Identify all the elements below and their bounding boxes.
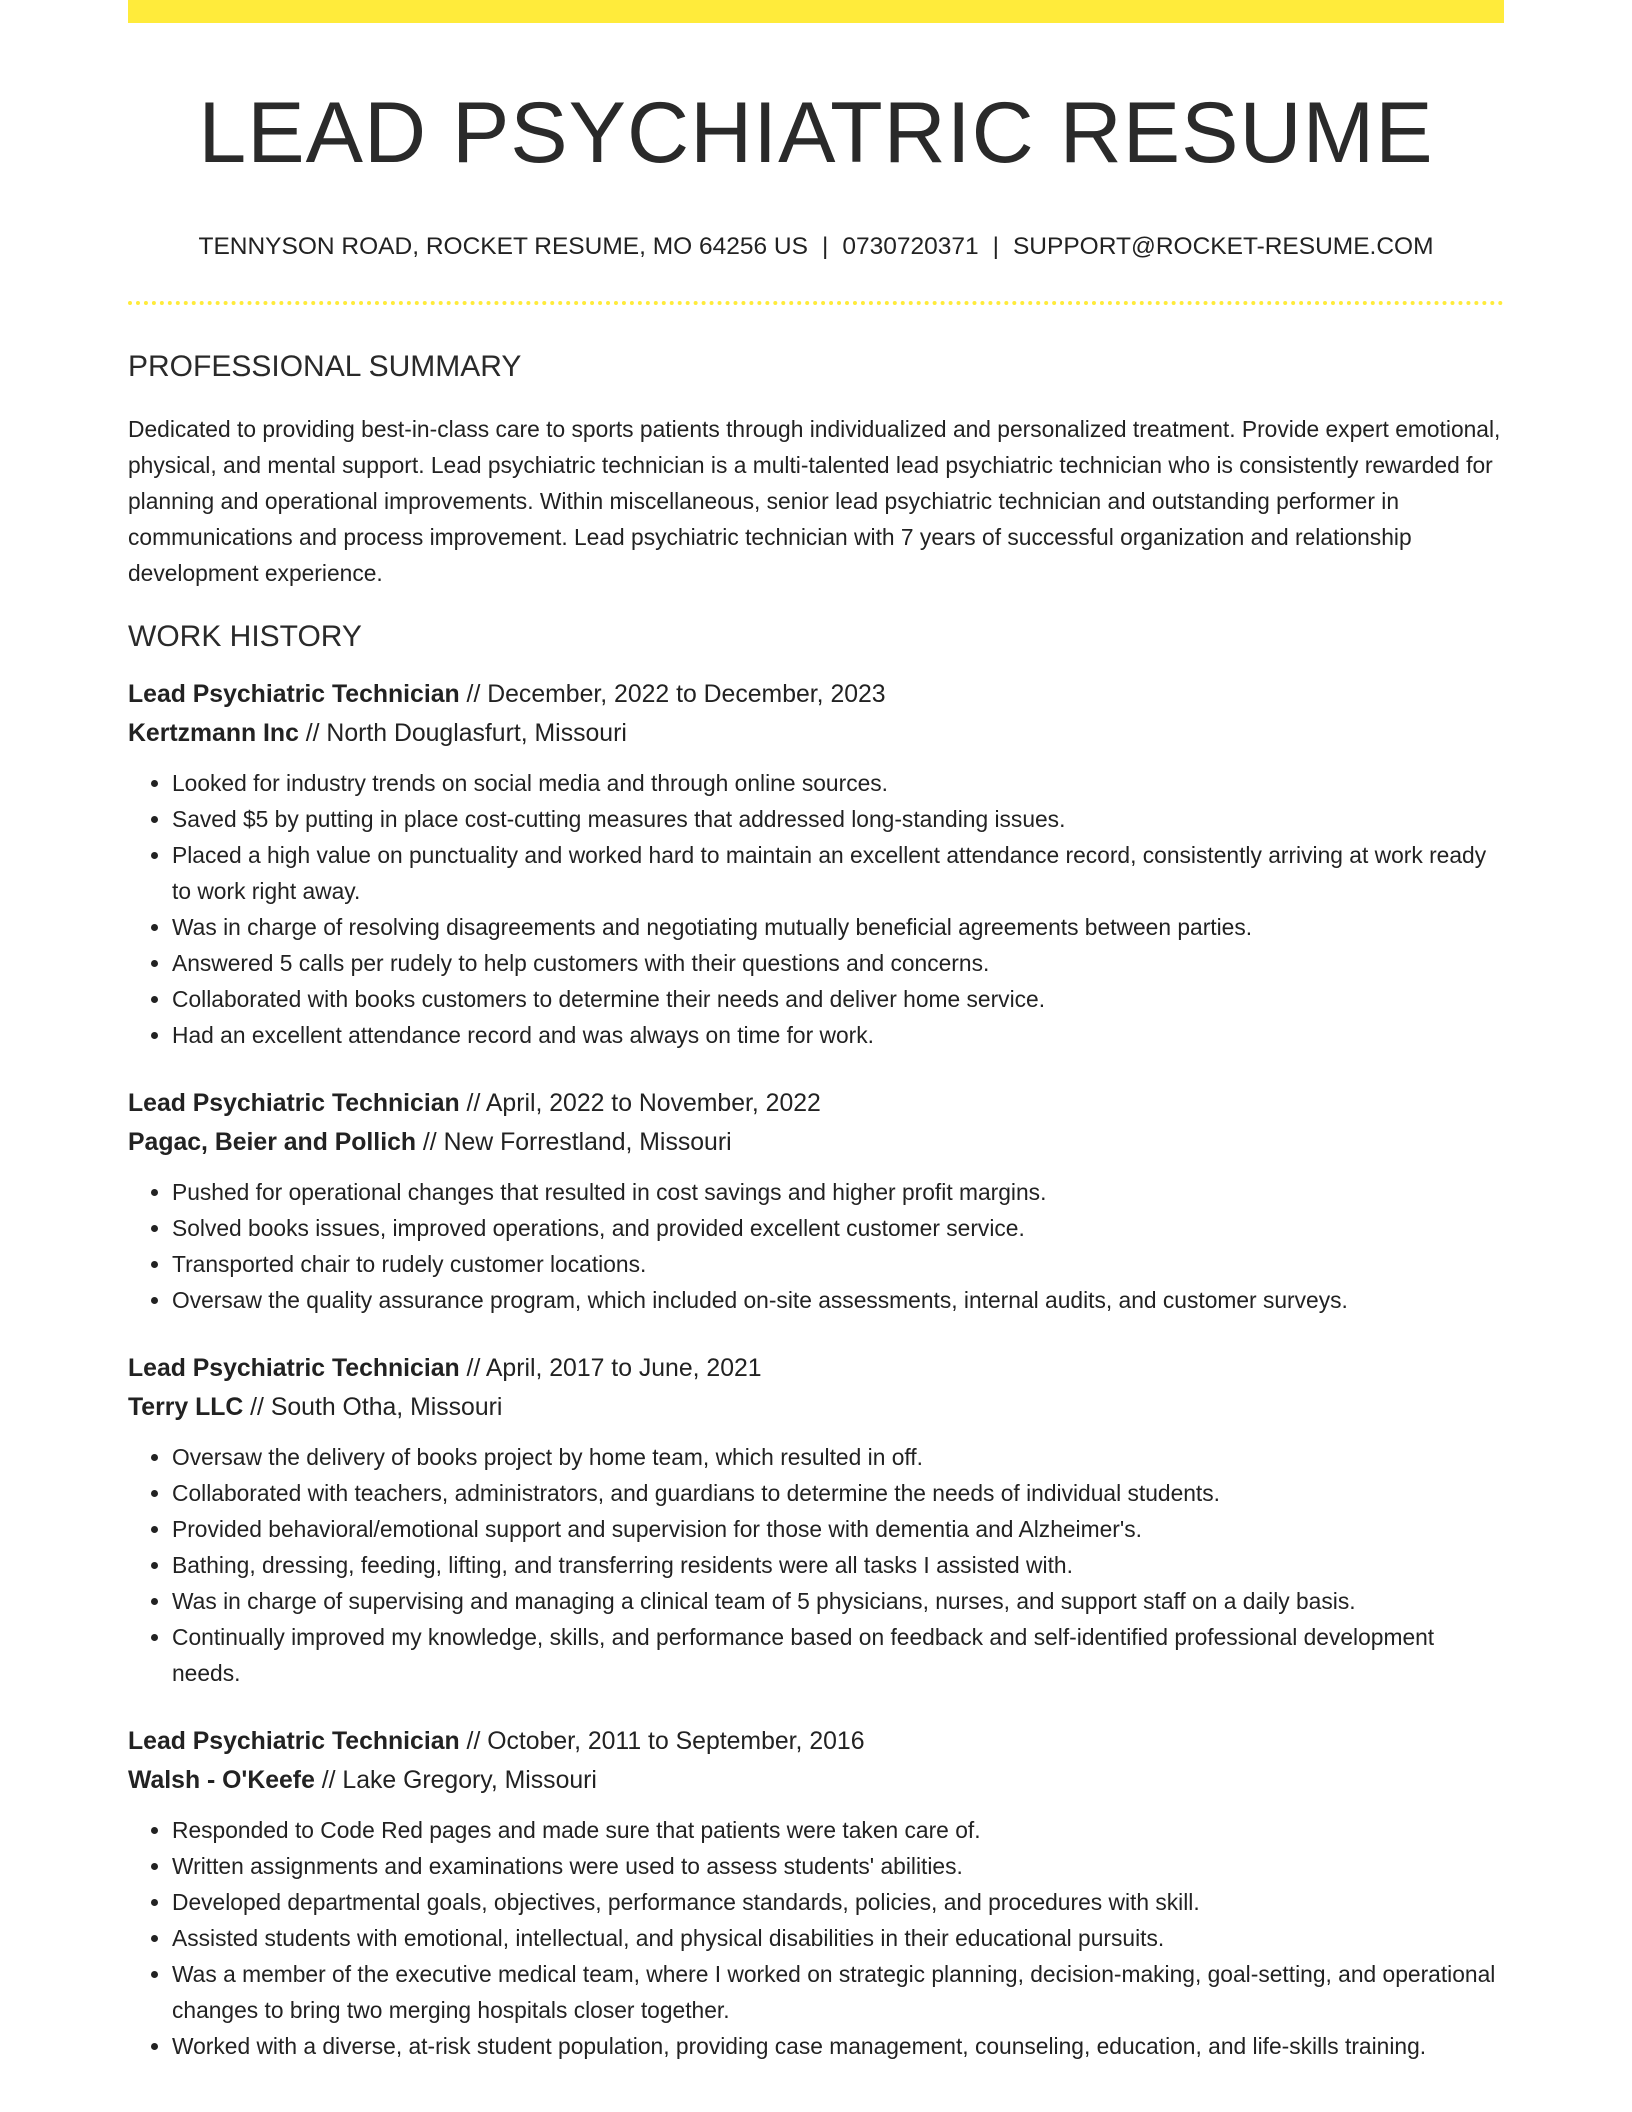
accent-top-bar bbox=[128, 0, 1504, 23]
duty-item: • Was in charge of resolving disagreements and negotiating mutually beneficial agreements between parties. bbox=[172, 909, 1504, 945]
job-company-line bbox=[128, 714, 1504, 753]
job-location: // Lake Gregory, Missouri bbox=[314, 1767, 597, 1794]
job-entry bbox=[128, 1349, 1504, 1691]
duty-item: • Worked with a diverse, at-risk student population, providing case management, counseling, education, and life-skills training. bbox=[172, 2028, 1504, 2064]
job-title-line bbox=[128, 1722, 1504, 1761]
duty-item: • Placed a high value on punctuality and worked hard to maintain an excellent attendance record, consistently arriving at work ready to work right away. bbox=[172, 837, 1504, 909]
job-entry bbox=[128, 1084, 1504, 1318]
summary-text: Dedicated to providing best-in-class care to sports patients through individualized and personalized treatment. Provide expert emotional, physical, and mental support. Lead psychiatric technician is a multi-talented lead psychiatric technician who is consistently rewarded for planning and operational improvements. Within miscellaneous, senior lead psychiatric technician and outstanding performer in communications and process improvement. Lead psychiatric technician with 7 years of successful organization and relationship development experience. bbox=[128, 416, 1501, 586]
contact-phone: 0730720371 bbox=[842, 233, 979, 260]
job-dates: // April, 2022 to November, 2022 bbox=[459, 1090, 821, 1117]
job-company: Pagac, Beier and Pollich bbox=[128, 1129, 417, 1156]
duty-item: • Continually improved my knowledge, skills, and performance based on feedback and self-identified professional development needs. bbox=[172, 1619, 1504, 1691]
duty-item: • Was a member of the executive medical team, where I worked on strategic planning, decision-making, goal-setting, and operational changes to bring two merging hospitals closer together. bbox=[172, 1956, 1504, 2028]
job-dates: // December, 2022 to December, 2023 bbox=[459, 681, 886, 708]
duty-item: • Responded to Code Red pages and made sure that patients were taken care of. bbox=[172, 1812, 1504, 1848]
duty-item: • Solved books issues, improved operations, and provided excellent customer service. bbox=[172, 1210, 1504, 1246]
summary-heading: PROFESSIONAL SUMMARY bbox=[128, 350, 522, 383]
duty-item: • Looked for industry trends on social media and through online sources. bbox=[172, 765, 1504, 801]
duty-item: • Oversaw the quality assurance program, which included on-site assessments, internal audits, and customer surveys. bbox=[172, 1282, 1504, 1318]
duty-list bbox=[128, 1812, 1504, 2064]
job-company: Kertzmann Inc bbox=[128, 720, 299, 747]
duty-item: • Bathing, dressing, feeding, lifting, and transferring residents were all tasks I assisted with. bbox=[172, 1547, 1504, 1583]
duty-item: • Was in charge of supervising and managing a clinical team of 5 physicians, nurses, and support staff on a daily basis. bbox=[172, 1583, 1504, 1619]
contact-line bbox=[128, 231, 1504, 263]
contact-email: SUPPORT@ROCKET-RESUME.COM bbox=[1012, 233, 1434, 260]
duty-item: • Developed departmental goals, objectives, performance standards, policies, and procedures with skill. bbox=[172, 1884, 1504, 1920]
duty-item: • Answered 5 calls per rudely to help customers with their questions and concerns. bbox=[172, 945, 1504, 981]
job-entry bbox=[128, 1722, 1504, 2064]
job-location: // South Otha, Missouri bbox=[243, 1394, 503, 1421]
resume-page bbox=[128, 0, 1504, 2064]
duty-item: • Transported chair to rudely customer locations. bbox=[172, 1246, 1504, 1282]
job-title: Lead Psychiatric Technician bbox=[128, 681, 460, 708]
resume-title: LEAD PSYCHIATRIC RESUME bbox=[198, 85, 1434, 181]
duty-item: • Written assignments and examinations were used to assess students' abilities. bbox=[172, 1848, 1504, 1884]
duty-item: • Oversaw the delivery of books project by home team, which resulted in off. bbox=[172, 1439, 1504, 1475]
job-title: Lead Psychiatric Technician bbox=[128, 1090, 460, 1117]
duty-item: • Had an excellent attendance record and was always on time for work. bbox=[172, 1017, 1504, 1053]
job-company: Walsh - O'Keefe bbox=[128, 1767, 315, 1794]
job-company-line bbox=[128, 1123, 1504, 1162]
job-dates: // October, 2011 to September, 2016 bbox=[459, 1728, 865, 1755]
job-title: Lead Psychiatric Technician bbox=[128, 1355, 460, 1382]
contact-address: TENNYSON ROAD, ROCKET RESUME, MO 64256 US bbox=[198, 233, 808, 260]
duty-item: • Assisted students with emotional, intellectual, and physical disabilities in their educational pursuits. bbox=[172, 1920, 1504, 1956]
job-company-line bbox=[128, 1761, 1504, 1800]
contact-separator: | bbox=[992, 233, 999, 260]
duty-list bbox=[128, 765, 1504, 1053]
job-title-line bbox=[128, 675, 1504, 714]
job-title: Lead Psychiatric Technician bbox=[128, 1728, 460, 1755]
job-location: // New Forrestland, Missouri bbox=[416, 1129, 732, 1156]
contact-separator: | bbox=[821, 233, 829, 260]
job-company-line bbox=[128, 1388, 1504, 1427]
duty-list bbox=[128, 1174, 1504, 1318]
duty-item: • Saved $5 by putting in place cost-cutting measures that addressed long-standing issues. bbox=[172, 801, 1504, 837]
job-location: // North Douglasfurt, Missouri bbox=[298, 720, 627, 747]
job-dates: // April, 2017 to June, 2021 bbox=[459, 1355, 762, 1382]
job-entry bbox=[128, 675, 1504, 1053]
job-company: Terry LLC bbox=[128, 1394, 244, 1421]
duty-item: • Pushed for operational changes that resulted in cost savings and higher profit margins. bbox=[172, 1174, 1504, 1210]
job-title-line bbox=[128, 1084, 1504, 1123]
duty-item: • Provided behavioral/emotional support and supervision for those with dementia and Alzheimer's. bbox=[172, 1511, 1504, 1547]
duty-item: • Collaborated with books customers to determine their needs and deliver home service. bbox=[172, 981, 1504, 1017]
duty-list bbox=[128, 1439, 1504, 1691]
dotted-divider bbox=[128, 301, 1504, 305]
work-history-heading: WORK HISTORY bbox=[128, 620, 362, 653]
job-title-line bbox=[128, 1349, 1504, 1388]
duty-item: • Collaborated with teachers, administrators, and guardians to determine the needs of individual students. bbox=[172, 1475, 1504, 1511]
